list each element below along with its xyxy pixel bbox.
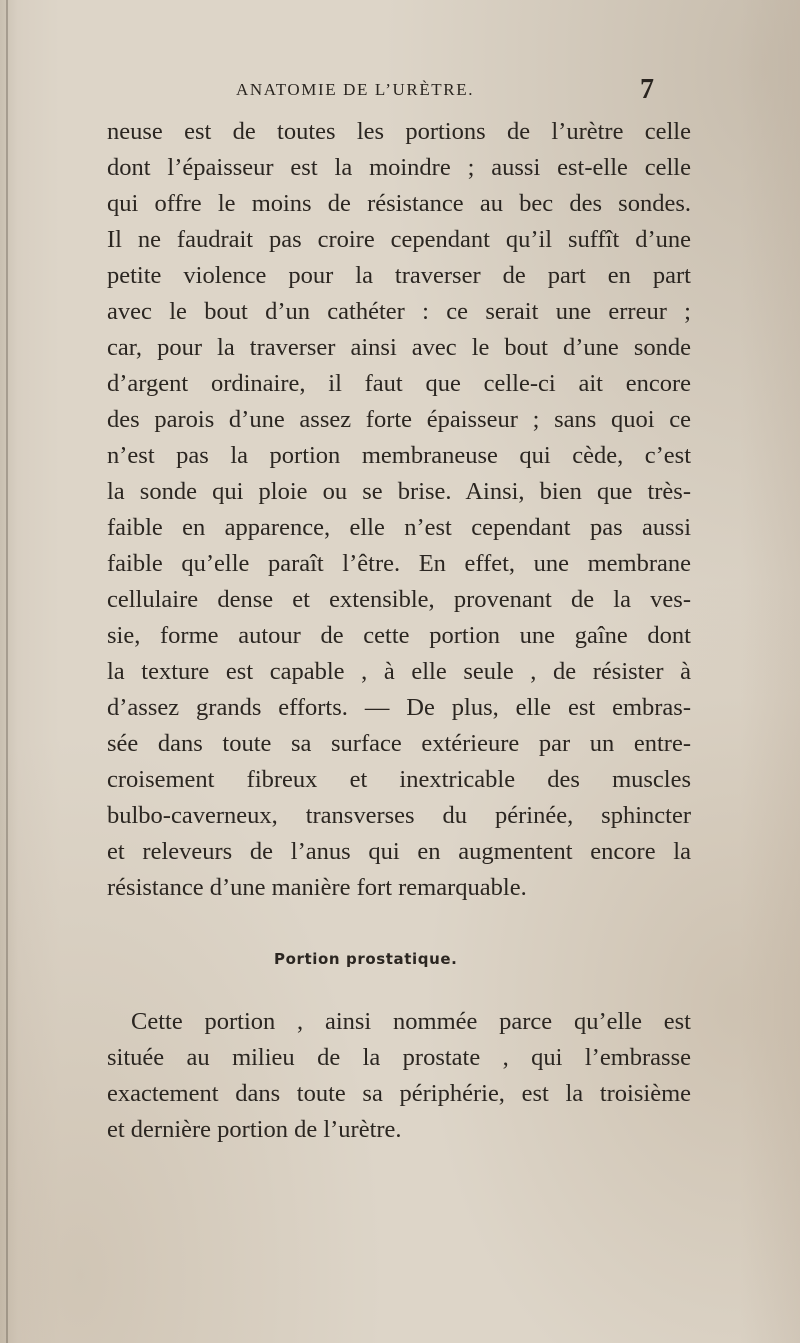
text-line: sée dans toute sa surface extérieure par un entre- (107, 730, 691, 757)
text-line: exactement dans toute sa périphérie, est la troisième (107, 1080, 691, 1107)
text-line: avec le bout d’un cathéter : ce serait une erreur ; (107, 298, 691, 325)
text-line: qui offre le moins de résistance au bec des sondes. (107, 190, 691, 217)
text-line: résistance d’une manière fort remarquable. (107, 874, 527, 901)
text-line: car, pour la traverser ainsi avec le bout d’une sonde (107, 334, 691, 361)
text-line: faible en apparence, elle n’est cependant pas aussi (107, 514, 691, 541)
text-line: d’assez grands efforts. — De plus, elle est embras- (107, 694, 691, 721)
text-line: faible qu’elle paraît l’être. En effet, une membrane (107, 550, 691, 577)
text-line: cellulaire dense et extensible, provenant de la ves- (107, 586, 691, 613)
text-line: bulbo-caverneux, transverses du périnée, sphincter (107, 802, 691, 829)
text-line: petite violence pour la traverser de part en part (107, 262, 691, 289)
text-line: Cette portion , ainsi nommée parce qu’elle est (131, 1008, 691, 1035)
running-head: ANATOMIE DE L’URÈTRE. (236, 80, 475, 99)
text-line: Il ne faudrait pas croire cependant qu’il suffît d’une (107, 226, 691, 253)
text-line: des parois d’une assez forte épaisseur ; sans quoi ce (107, 406, 691, 433)
text-line: et releveurs de l’anus qui en augmentent encore la (107, 838, 691, 865)
text-line: d’argent ordinaire, il faut que celle-ci ait encore (107, 370, 691, 397)
section-heading: Portion prostatique. (274, 950, 458, 968)
text-line: la sonde qui ploie ou se brise. Ainsi, bien que très- (107, 478, 691, 505)
text-line: située au milieu de la prostate , qui l’embrasse (107, 1044, 691, 1071)
text-line: sie, forme autour de cette portion une gaîne dont (107, 622, 691, 649)
text-line: la texture est capable , à elle seule , de résister à (107, 658, 691, 685)
text-line: et dernière portion de l’urètre. (107, 1116, 402, 1143)
text-line: neuse est de toutes les portions de l’urètre celle (107, 118, 691, 145)
text-line: dont l’épaisseur est la moindre ; aussi est-elle celle (107, 154, 691, 181)
text-line: n’est pas la portion membraneuse qui cède, c’est (107, 442, 691, 469)
page-number: 7 (640, 74, 654, 105)
page-edge-shadow (6, 0, 8, 1343)
text-line: croisement fibreux et inextricable des muscles (107, 766, 691, 793)
